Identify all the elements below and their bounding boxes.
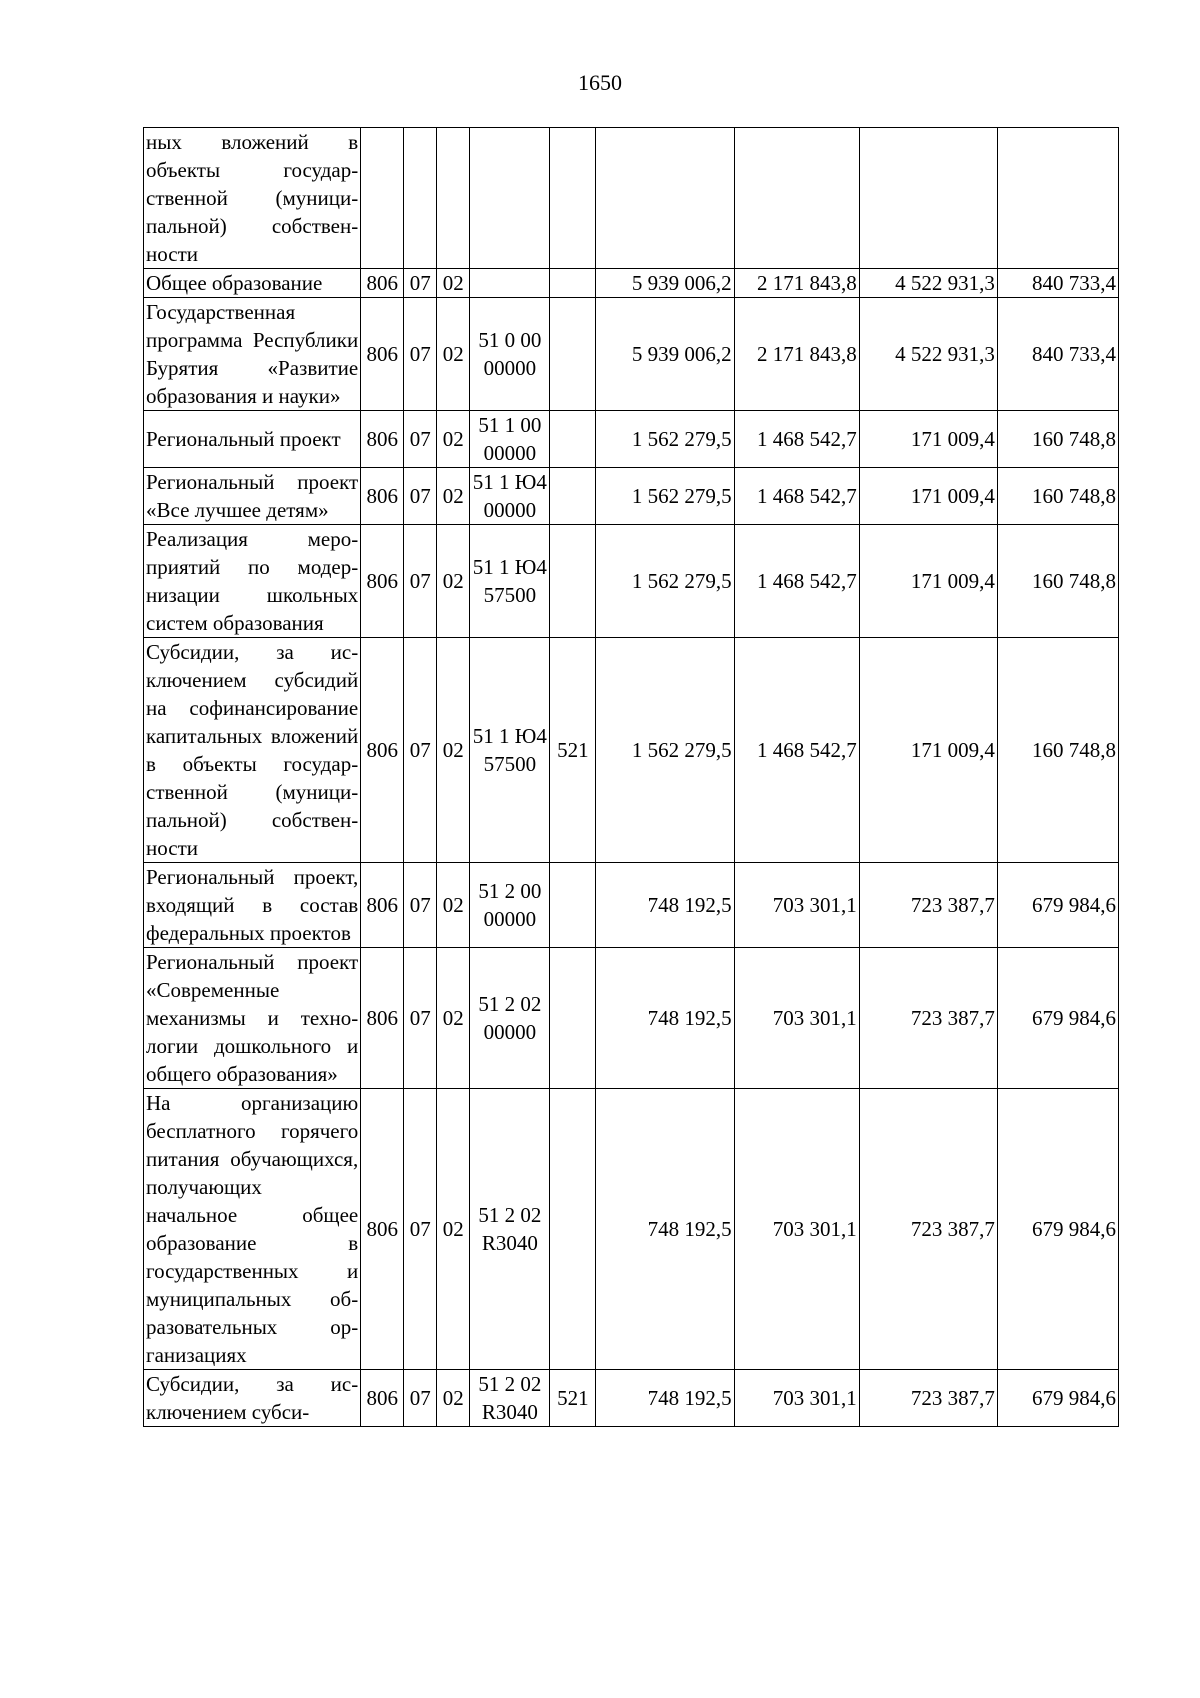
amount-cell-4: 679 984,6 [997,948,1118,1089]
target-article-code-cell: 51 0 00 00000 [470,298,550,411]
subsection-code-cell: 02 [437,1370,470,1427]
amount-cell-1: 748 192,5 [596,948,734,1089]
row-name-cell: Региональный проект, входящий в состав федеральных проектов [144,863,361,948]
amount-cell-2: 703 301,1 [734,948,859,1089]
expense-type-code-cell [550,269,596,298]
amount-cell-2: 1 468 542,7 [734,638,859,863]
expense-type-code-cell [550,525,596,638]
section-code-cell: 07 [404,269,437,298]
target-article-code-cell [470,269,550,298]
amount-cell-4 [997,128,1118,269]
ved-code-cell: 806 [361,1089,404,1370]
row-name-cell: Государственная программа Республики Бурятия «Развитие образования и науки» [144,298,361,411]
table-row [144,468,1119,525]
subsection-code-cell: 02 [437,638,470,863]
amount-cell-1 [596,128,734,269]
subsection-code-cell: 02 [437,948,470,1089]
table-row [144,638,1119,863]
target-article-code-cell: 51 1 00 00000 [470,411,550,468]
ved-code-cell: 806 [361,1370,404,1427]
row-name-cell: На организацию бесплатного горячего питания обучающихся, получающих начальное общее образование в государственных и муниципальных образовательных организациях [144,1089,361,1370]
amount-cell-1: 1 562 279,5 [596,411,734,468]
amount-cell-4: 160 748,8 [997,525,1118,638]
section-code-cell: 07 [404,1370,437,1427]
amount-cell-2: 2 171 843,8 [734,298,859,411]
amount-cell-3 [859,128,997,269]
row-name-cell: ных вложений в объекты государственной (муниципальной) собственности [144,128,361,269]
target-article-code-cell: 51 2 00 00000 [470,863,550,948]
expense-type-code-cell [550,948,596,1089]
subsection-code-cell: 02 [437,1089,470,1370]
table-row [144,863,1119,948]
amount-cell-3: 4 522 931,3 [859,269,997,298]
subsection-code-cell: 02 [437,269,470,298]
row-name-cell: Региональный проект «Все лучшее детям» [144,468,361,525]
subsection-code-cell: 02 [437,468,470,525]
section-code-cell: 07 [404,638,437,863]
amount-cell-3: 4 522 931,3 [859,298,997,411]
amount-cell-2: 703 301,1 [734,1089,859,1370]
ved-code-cell: 806 [361,638,404,863]
table-row [144,411,1119,468]
ved-code-cell: 806 [361,411,404,468]
amount-cell-3: 171 009,4 [859,638,997,863]
amount-cell-1: 1 562 279,5 [596,525,734,638]
row-name-cell: Общее образование [144,269,361,298]
table-row [144,1370,1119,1427]
amount-cell-1: 1 562 279,5 [596,638,734,863]
target-article-code-cell: 51 1 Ю4 00000 [470,468,550,525]
ved-code-cell: 806 [361,948,404,1089]
section-code-cell: 07 [404,411,437,468]
ved-code-cell: 806 [361,525,404,638]
target-article-code-cell: 51 1 Ю4 57500 [470,525,550,638]
amount-cell-2: 1 468 542,7 [734,468,859,525]
row-name-cell: Региональный проект «Современные механизмы и технологии дошкольного и общего образования» [144,948,361,1089]
amount-cell-3: 723 387,7 [859,948,997,1089]
row-name-cell: Субсидии, за исключением субси- [144,1370,361,1427]
expense-type-code-cell: 521 [550,1370,596,1427]
ved-code-cell: 806 [361,298,404,411]
section-code-cell: 07 [404,948,437,1089]
amount-cell-4: 160 748,8 [997,638,1118,863]
section-code-cell: 07 [404,468,437,525]
amount-cell-3: 723 387,7 [859,1370,997,1427]
amount-cell-3: 171 009,4 [859,525,997,638]
subsection-code-cell: 02 [437,863,470,948]
ved-code-cell: 806 [361,863,404,948]
amount-cell-4: 679 984,6 [997,1370,1118,1427]
subsection-code-cell: 02 [437,525,470,638]
table-row [144,948,1119,1089]
section-code-cell: 07 [404,298,437,411]
amount-cell-4: 679 984,6 [997,863,1118,948]
ved-code-cell [361,128,404,269]
amount-cell-3: 723 387,7 [859,1089,997,1370]
target-article-code-cell: 51 2 02 00000 [470,948,550,1089]
table-row [144,1089,1119,1370]
amount-cell-4: 840 733,4 [997,298,1118,411]
ved-code-cell: 806 [361,468,404,525]
target-article-code-cell: 51 2 02 R3040 [470,1089,550,1370]
row-name-cell: Региональный проект [144,411,361,468]
expense-type-code-cell: 521 [550,638,596,863]
target-article-code-cell: 51 1 Ю4 57500 [470,638,550,863]
amount-cell-3: 723 387,7 [859,863,997,948]
section-code-cell: 07 [404,525,437,638]
target-article-code-cell: 51 2 02 R3040 [470,1370,550,1427]
amount-cell-2: 1 468 542,7 [734,411,859,468]
amount-cell-4: 840 733,4 [997,269,1118,298]
expense-type-code-cell [550,863,596,948]
expense-type-code-cell [550,1089,596,1370]
expense-type-code-cell [550,298,596,411]
amount-cell-1: 1 562 279,5 [596,468,734,525]
table-row [144,128,1119,269]
amount-cell-1: 5 939 006,2 [596,298,734,411]
table-row [144,269,1119,298]
amount-cell-3: 171 009,4 [859,468,997,525]
page-number: 1650 [578,70,622,95]
subsection-code-cell [437,128,470,269]
budget-table [143,127,1119,1427]
table-row [144,525,1119,638]
section-code-cell: 07 [404,863,437,948]
amount-cell-1: 748 192,5 [596,1370,734,1427]
subsection-code-cell: 02 [437,298,470,411]
amount-cell-1: 748 192,5 [596,1089,734,1370]
table-body [144,128,1119,1427]
amount-cell-3: 171 009,4 [859,411,997,468]
row-name-cell: Субсидии, за исключением субсидий на софинансирование капитальных вложений в объекты государственной (муниципальной) собственности [144,638,361,863]
amount-cell-1: 748 192,5 [596,863,734,948]
amount-cell-2: 703 301,1 [734,863,859,948]
amount-cell-4: 679 984,6 [997,1089,1118,1370]
amount-cell-2 [734,128,859,269]
ved-code-cell: 806 [361,269,404,298]
amount-cell-2: 1 468 542,7 [734,525,859,638]
row-name-cell: Реализация мероприятий по модернизации школьных систем образования [144,525,361,638]
table-row [144,298,1119,411]
amount-cell-2: 2 171 843,8 [734,269,859,298]
amount-cell-4: 160 748,8 [997,468,1118,525]
target-article-code-cell [470,128,550,269]
expense-type-code-cell [550,128,596,269]
expense-type-code-cell [550,411,596,468]
subsection-code-cell: 02 [437,411,470,468]
section-code-cell [404,128,437,269]
amount-cell-4: 160 748,8 [997,411,1118,468]
amount-cell-2: 703 301,1 [734,1370,859,1427]
amount-cell-1: 5 939 006,2 [596,269,734,298]
expense-type-code-cell [550,468,596,525]
section-code-cell: 07 [404,1089,437,1370]
